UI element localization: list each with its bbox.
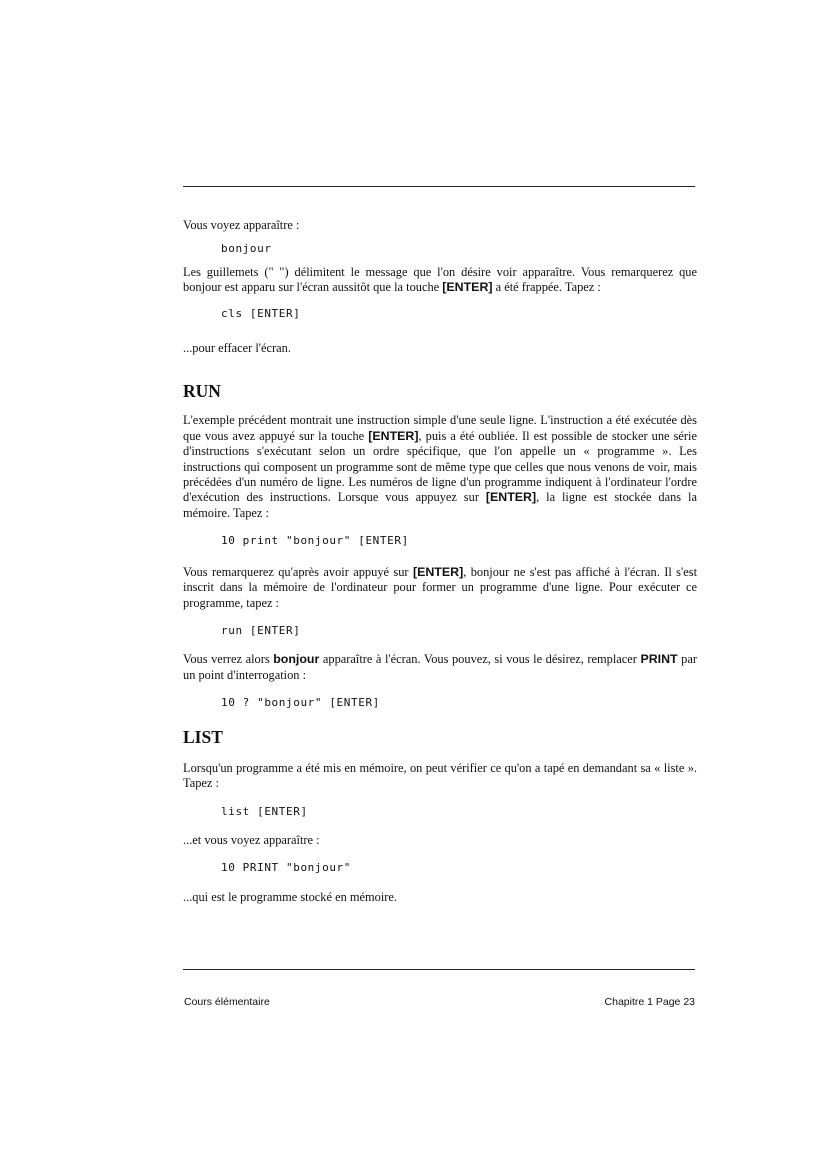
code-list: list [ENTER] (221, 805, 308, 819)
text-span: a été frappée. Tapez : (492, 280, 601, 295)
text-span: Vous remarquerez qu'après avoir appuyé sur (183, 564, 413, 579)
text-span: Vous verrez alors (183, 652, 274, 667)
intro-line-2: ...pour effacer l'écran. (183, 341, 291, 356)
text-span: , bonjour ne s'est pas affiché à l'écran. Il s'est inscrit dans la mémoire de l'ordinateur pour former un programme d'une ligne. Pour exécuter ce programme, tapez : (183, 564, 698, 610)
bottom-rule (183, 969, 695, 970)
run-paragraph-1 (183, 413, 697, 521)
code-run: run [ENTER] (221, 623, 301, 637)
text-span: , puis a été oubliée. Il est possible de stocker une série d'instructions s'exécutant selon un ordre spécifique, que l'on appelle un « programme ». Les instructions qui composent un programme sont de même type que celles que nous venons de voir, mais précédées d'un numéro de ligne. Les numéros de ligne d'un programme indiquent à l'ordinateur l'ordre d'exécution des instructions. Lorsque vous appuyez sur (183, 428, 697, 505)
footer-right: Chapitre 1 Page 23 (604, 996, 695, 1008)
top-rule (183, 186, 695, 187)
text-span: L'exemple précédent montrait une instruction simple d'une seule ligne. L'instruction a été exécutée dès que vous avez appuyé sur la touche (183, 413, 697, 443)
text-span: par un point d'interrogation : (183, 652, 698, 682)
code-print-bonjour: 10 print "bonjour" [ENTER] (221, 534, 409, 548)
list-paragraph-1: Lorsqu'un programme a été mis en mémoire, on peut vérifier ce qu'on a tapé en demandant sa « liste ». Tapez : (183, 760, 697, 790)
key-enter: [ENTER] (412, 564, 464, 579)
code-print-upper: 10 PRINT "bonjour" (221, 861, 352, 875)
code-question-bonjour: 10 ? "bonjour" [ENTER] (221, 696, 380, 710)
text-span: Les guillemets (" ") délimitent le message que l'on désire voir apparaître. Vous remarquerez que bonjour est apparu sur l'écran aussitôt que la touche (183, 264, 697, 295)
run-paragraph-3 (183, 652, 697, 683)
list-line-1: ...et vous voyez apparaître : (183, 832, 320, 847)
code-cls: cls [ENTER] (221, 306, 301, 320)
text-span: apparaître à l'écran. Vous pouvez, si vous le désirez, remplacer (319, 652, 641, 667)
key-enter: [ENTER] (485, 490, 537, 505)
intro-line: Vous voyez apparaître : (183, 218, 300, 232)
page-content (183, 218, 697, 905)
text-span: , la ligne est stockée dans la mémoire. Tapez : (183, 490, 697, 520)
code-bonjour: bonjour (221, 242, 272, 256)
keyword-print: PRINT (640, 652, 678, 667)
key-enter: [ENTER] (368, 428, 419, 443)
list-line-2: ...qui est le programme stocké en mémoire. (183, 889, 398, 904)
footer-left: Cours élémentaire (184, 996, 270, 1008)
heading-list: LIST (183, 726, 223, 747)
intro-paragraph (183, 265, 697, 296)
heading-run: RUN (183, 381, 221, 402)
key-enter: [ENTER] (442, 280, 493, 295)
keyword-bonjour: bonjour (273, 652, 320, 667)
run-paragraph-2 (183, 565, 697, 611)
